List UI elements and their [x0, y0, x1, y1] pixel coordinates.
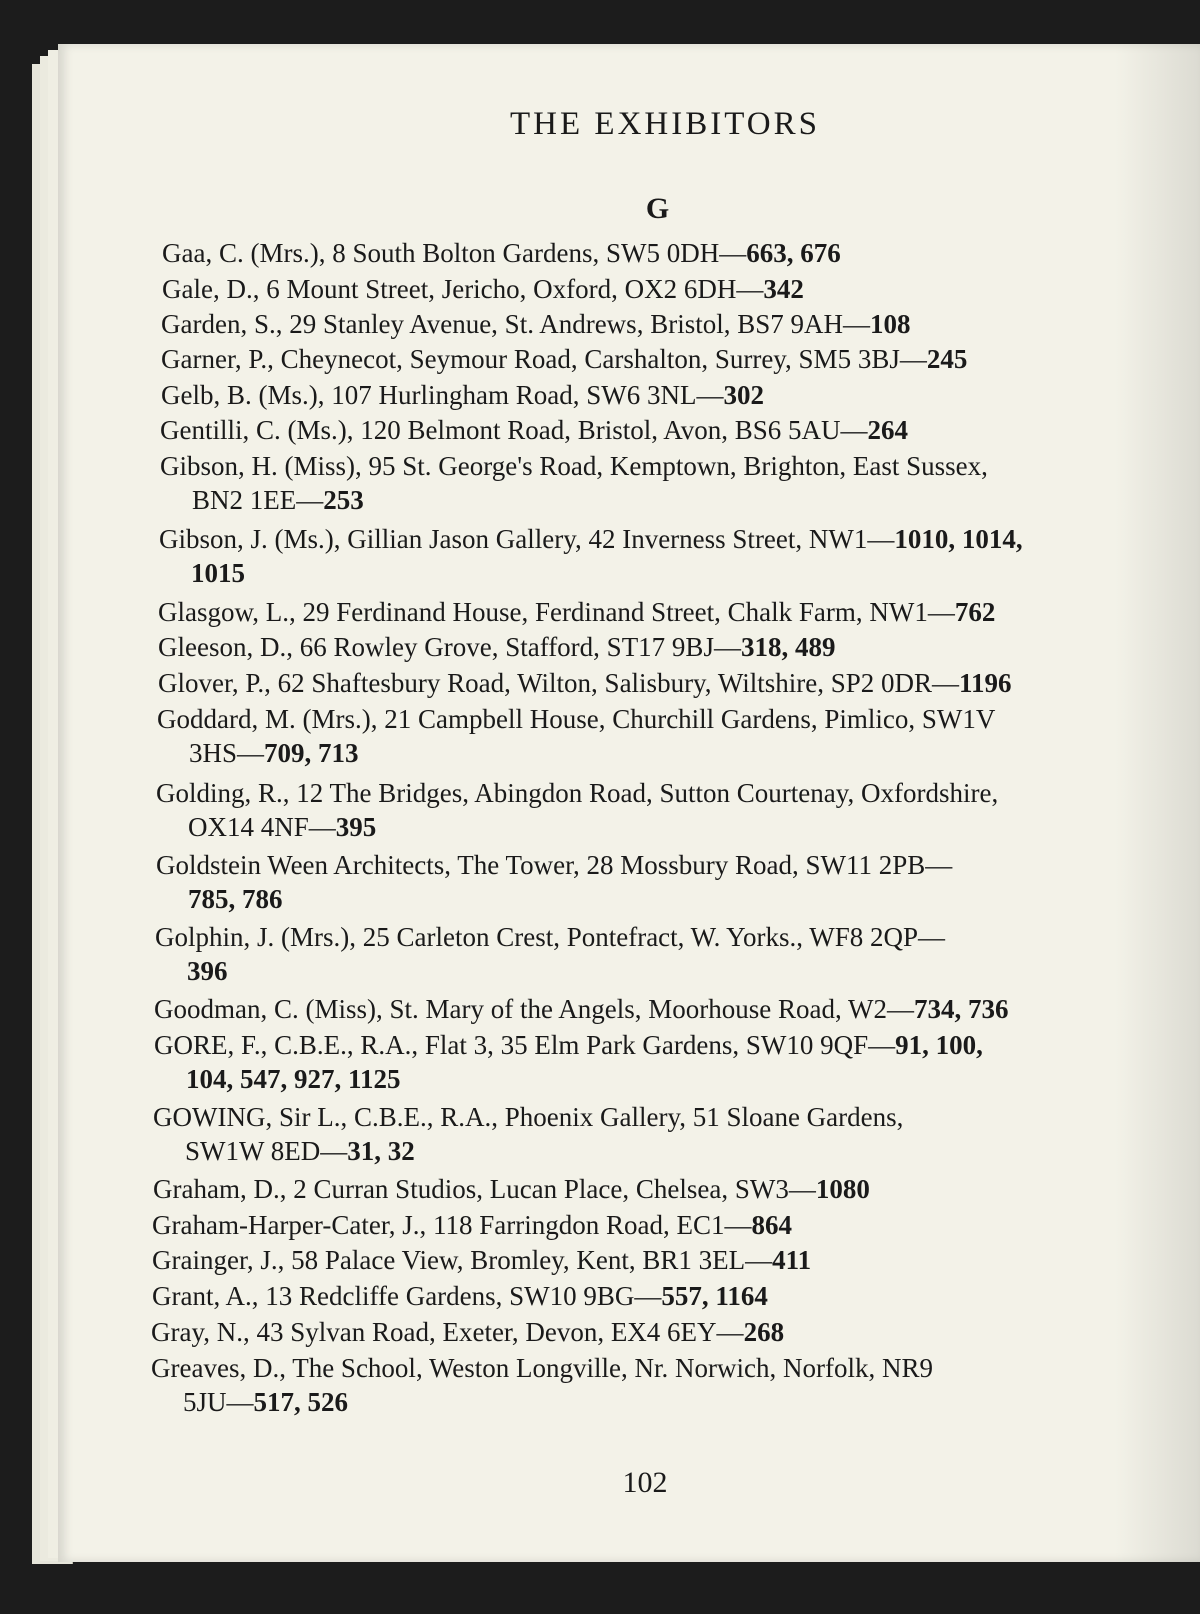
list-item: Gale, D., 6 Mount Street, Jericho, Oxford, OX2 6DH—342 — [162, 274, 804, 304]
list-item: Gelb, B. (Ms.), 107 Hurlingham Road, SW6 3NL—302 — [161, 380, 764, 410]
list-item: GOWING, Sir L., C.B.E., R.A., Phoenix Gallery, 51 Sloane Gardens, SW1W 8ED—31, 32 — [153, 1102, 904, 1166]
list-item: Garden, S., 29 Stanley Avenue, St. Andrews, Bristol, BS7 9AH—108 — [161, 309, 911, 339]
list-item: Goodman, C. (Miss), St. Mary of the Angels, Moorhouse Road, W2—734, 736 — [154, 994, 1009, 1024]
list-item: Gibson, H. (Miss), 95 St. George's Road, Kemptown, Brighton, East Sussex, BN2 1EE—253 — [160, 451, 988, 515]
page-title: THE EXHIBITORS — [510, 106, 820, 142]
section-letter: G — [645, 192, 670, 225]
list-item: Gentilli, C. (Ms.), 120 Belmont Road, Bristol, Avon, BS6 5AU—264 — [160, 415, 909, 445]
list-item: Goldstein Ween Architects, The Tower, 28 Mossbury Road, SW11 2PB— 785, 786 — [156, 850, 953, 914]
list-item: GORE, F., C.B.E., R.A., Flat 3, 35 Elm Park Gardens, SW10 9QF—91, 100, 104, 547, 927, 1125 — [154, 1030, 983, 1094]
list-item: Golphin, J. (Mrs.), 25 Carleton Crest, Pontefract, W. Yorks., WF8 2QP— 396 — [155, 922, 946, 986]
list-item: Glasgow, L., 29 Ferdinand House, Ferdinand Street, Chalk Farm, NW1—762 — [158, 597, 996, 627]
list-item: Grant, A., 13 Redcliffe Gardens, SW10 9BG—557, 1164 — [152, 1281, 768, 1311]
list-item: Gibson, J. (Ms.), Gillian Jason Gallery, 42 Inverness Street, NW1—1010, 1014, 1015 — [159, 524, 1023, 588]
list-item: Golding, R., 12 The Bridges, Abingdon Road, Sutton Courtenay, Oxfordshire, OX14 4NF—395 — [156, 778, 999, 842]
list-item: Grainger, J., 58 Palace View, Bromley, Kent, BR1 3EL—411 — [152, 1245, 812, 1275]
list-item: Garner, P., Cheynecot, Seymour Road, Carshalton, Surrey, SM5 3BJ—245 — [161, 344, 968, 374]
list-item: Graham-Harper-Cater, J., 118 Farringdon Road, EC1—864 — [152, 1210, 792, 1240]
list-item: Greaves, D., The School, Weston Longville, Nr. Norwich, Norfolk, NR9 5JU—517, 526 — [151, 1353, 933, 1417]
page-number: 102 — [622, 1466, 668, 1499]
list-item: Gleeson, D., 66 Rowley Grove, Stafford, ST17 9BJ—318, 489 — [158, 632, 836, 662]
list-item: Glover, P., 62 Shaftesbury Road, Wilton, Salisbury, Wiltshire, SP2 0DR—1196 — [158, 668, 1012, 698]
list-item: Goddard, M. (Mrs.), 21 Campbell House, Churchill Gardens, Pimlico, SW1V 3HS—709, 713 — [157, 704, 996, 768]
list-item: Gray, N., 43 Sylvan Road, Exeter, Devon, EX4 6EY—268 — [151, 1317, 785, 1347]
list-item: Graham, D., 2 Curran Studios, Lucan Place, Chelsea, SW3—1080 — [153, 1174, 870, 1204]
list-item: Gaa, C. (Mrs.), 8 South Bolton Gardens, SW5 0DH—663, 676 — [162, 238, 841, 268]
